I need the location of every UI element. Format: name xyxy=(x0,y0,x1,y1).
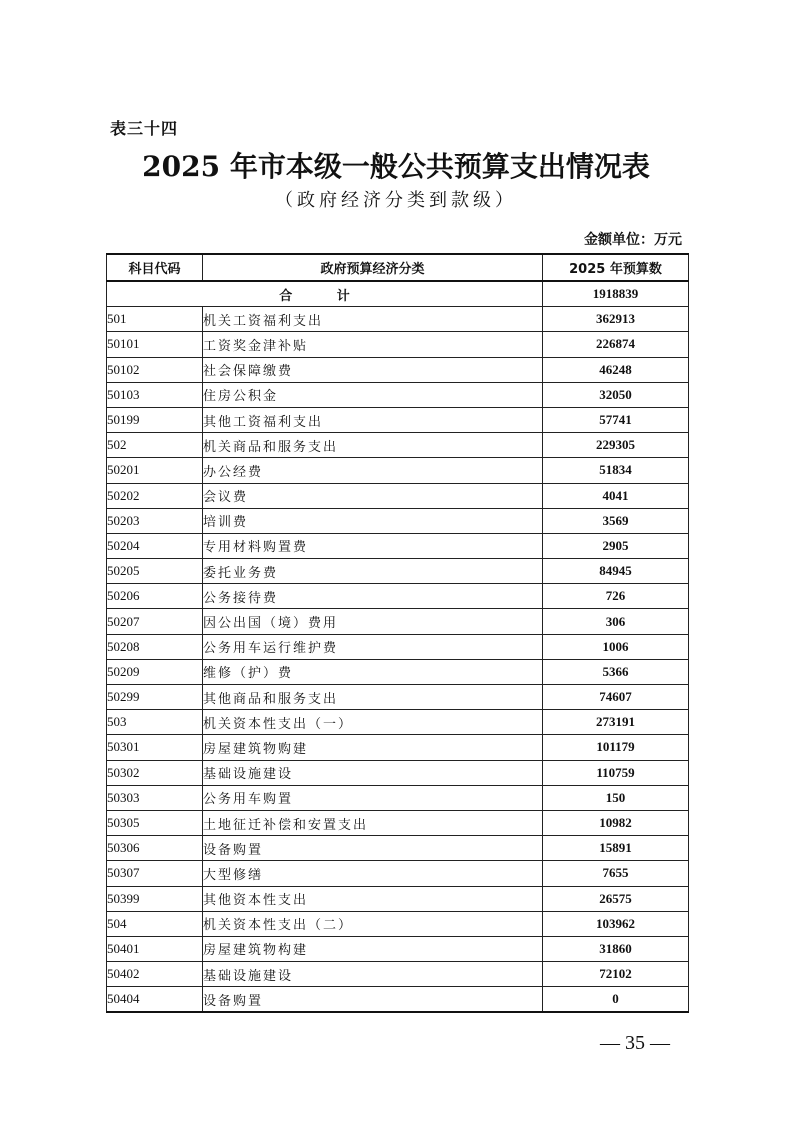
name-cell: 公务用车购置 xyxy=(203,785,543,810)
code-cell: 50306 xyxy=(107,836,203,861)
code-cell: 50399 xyxy=(107,886,203,911)
name-cell: 社会保障缴费 xyxy=(203,357,543,382)
table-row xyxy=(107,458,689,483)
amount-cell: 4041 xyxy=(543,483,689,508)
amount-cell: 5366 xyxy=(543,659,689,684)
code-cell: 50103 xyxy=(107,382,203,407)
code-cell: 50302 xyxy=(107,760,203,785)
code-cell: 50205 xyxy=(107,559,203,584)
name-cell: 专用材料购置费 xyxy=(203,533,543,558)
table-row xyxy=(107,810,689,835)
code-cell: 503 xyxy=(107,710,203,735)
amount-cell: 46248 xyxy=(543,357,689,382)
table-row xyxy=(107,710,689,735)
name-cell: 土地征迁补偿和安置支出 xyxy=(203,810,543,835)
code-cell: 50303 xyxy=(107,785,203,810)
table-row xyxy=(107,533,689,558)
code-cell: 50209 xyxy=(107,659,203,684)
budget-table xyxy=(106,253,689,1013)
total-label: 合 计 xyxy=(107,281,543,307)
table-row xyxy=(107,332,689,357)
amount-cell: 7655 xyxy=(543,861,689,886)
name-cell: 工资奖金津补贴 xyxy=(203,332,543,357)
name-cell: 房屋建筑物购建 xyxy=(203,735,543,760)
amount-cell: 306 xyxy=(543,609,689,634)
amount-cell: 362913 xyxy=(543,307,689,332)
table-row xyxy=(107,836,689,861)
name-cell: 住房公积金 xyxy=(203,382,543,407)
page-subtitle: （政府经济分类到款级） xyxy=(275,190,517,211)
name-cell: 其他工资福利支出 xyxy=(203,407,543,432)
table-row xyxy=(107,659,689,684)
name-cell: 公务用车运行维护费 xyxy=(203,634,543,659)
table-row xyxy=(107,685,689,710)
table-header-row xyxy=(107,254,689,281)
name-cell: 机关商品和服务支出 xyxy=(203,433,543,458)
code-cell: 50203 xyxy=(107,508,203,533)
table-row xyxy=(107,861,689,886)
amount-cell: 26575 xyxy=(543,886,689,911)
name-cell: 其他资本性支出 xyxy=(203,886,543,911)
page-number: — 35 — xyxy=(600,1032,670,1054)
amount-cell: 726 xyxy=(543,584,689,609)
page-title: 2025 年市本级一般公共预算支出情况表 xyxy=(142,150,650,183)
name-cell: 基础设施建设 xyxy=(203,962,543,987)
table-row xyxy=(107,407,689,432)
header-category: 政府预算经济分类 xyxy=(203,254,543,281)
code-cell: 50301 xyxy=(107,735,203,760)
table-row xyxy=(107,483,689,508)
code-cell: 501 xyxy=(107,307,203,332)
amount-cell: 74607 xyxy=(543,685,689,710)
table-row xyxy=(107,735,689,760)
name-cell: 会议费 xyxy=(203,483,543,508)
code-cell: 50201 xyxy=(107,458,203,483)
amount-cell: 1006 xyxy=(543,634,689,659)
amount-cell: 32050 xyxy=(543,382,689,407)
code-cell: 50404 xyxy=(107,987,203,1013)
name-cell: 房屋建筑物构建 xyxy=(203,936,543,961)
table-row xyxy=(107,559,689,584)
code-cell: 50208 xyxy=(107,634,203,659)
name-cell: 维修（护）费 xyxy=(203,659,543,684)
amount-cell: 101179 xyxy=(543,735,689,760)
name-cell: 机关资本性支出（二） xyxy=(203,911,543,936)
code-cell: 50299 xyxy=(107,685,203,710)
amount-cell: 2905 xyxy=(543,533,689,558)
name-cell: 机关工资福利支出 xyxy=(203,307,543,332)
code-cell: 50101 xyxy=(107,332,203,357)
name-cell: 因公出国（境）费用 xyxy=(203,609,543,634)
name-cell: 委托业务费 xyxy=(203,559,543,584)
name-cell: 办公经费 xyxy=(203,458,543,483)
table-row xyxy=(107,307,689,332)
amount-cell: 3569 xyxy=(543,508,689,533)
name-cell: 设备购置 xyxy=(203,987,543,1013)
code-cell: 50102 xyxy=(107,357,203,382)
table-label: 表三十四 xyxy=(110,119,179,138)
code-cell: 50206 xyxy=(107,584,203,609)
header-amount: 2025 年预算数 xyxy=(543,254,689,281)
amount-cell: 15891 xyxy=(543,836,689,861)
table-row xyxy=(107,382,689,407)
code-cell: 504 xyxy=(107,911,203,936)
total-amount: 1918839 xyxy=(543,281,689,307)
amount-cell: 150 xyxy=(543,785,689,810)
amount-cell: 84945 xyxy=(543,559,689,584)
amount-cell: 103962 xyxy=(543,911,689,936)
code-cell: 502 xyxy=(107,433,203,458)
table-row xyxy=(107,936,689,961)
amount-cell: 51834 xyxy=(543,458,689,483)
code-cell: 50402 xyxy=(107,962,203,987)
code-cell: 50204 xyxy=(107,533,203,558)
code-cell: 50307 xyxy=(107,861,203,886)
name-cell: 设备购置 xyxy=(203,836,543,861)
header-code: 科目代码 xyxy=(107,254,203,281)
name-cell: 大型修缮 xyxy=(203,861,543,886)
table-row xyxy=(107,357,689,382)
code-cell: 50401 xyxy=(107,936,203,961)
name-cell: 机关资本性支出（一） xyxy=(203,710,543,735)
amount-cell: 72102 xyxy=(543,962,689,987)
code-cell: 50199 xyxy=(107,407,203,432)
amount-cell: 110759 xyxy=(543,760,689,785)
table-row xyxy=(107,760,689,785)
table-row xyxy=(107,911,689,936)
table-row xyxy=(107,634,689,659)
amount-cell: 226874 xyxy=(543,332,689,357)
name-cell: 公务接待费 xyxy=(203,584,543,609)
amount-cell: 273191 xyxy=(543,710,689,735)
name-cell: 其他商品和服务支出 xyxy=(203,685,543,710)
table-row xyxy=(107,433,689,458)
table-row xyxy=(107,584,689,609)
code-cell: 50202 xyxy=(107,483,203,508)
table-row xyxy=(107,962,689,987)
amount-cell: 229305 xyxy=(543,433,689,458)
unit-note: 金额单位：万元 xyxy=(584,232,682,248)
amount-cell: 31860 xyxy=(543,936,689,961)
table-row xyxy=(107,886,689,911)
total-row xyxy=(107,281,689,307)
name-cell: 培训费 xyxy=(203,508,543,533)
table-row xyxy=(107,987,689,1013)
amount-cell: 10982 xyxy=(543,810,689,835)
amount-cell: 0 xyxy=(543,987,689,1013)
code-cell: 50207 xyxy=(107,609,203,634)
amount-cell: 57741 xyxy=(543,407,689,432)
table-row xyxy=(107,508,689,533)
name-cell: 基础设施建设 xyxy=(203,760,543,785)
code-cell: 50305 xyxy=(107,810,203,835)
table-row xyxy=(107,785,689,810)
table-row xyxy=(107,609,689,634)
